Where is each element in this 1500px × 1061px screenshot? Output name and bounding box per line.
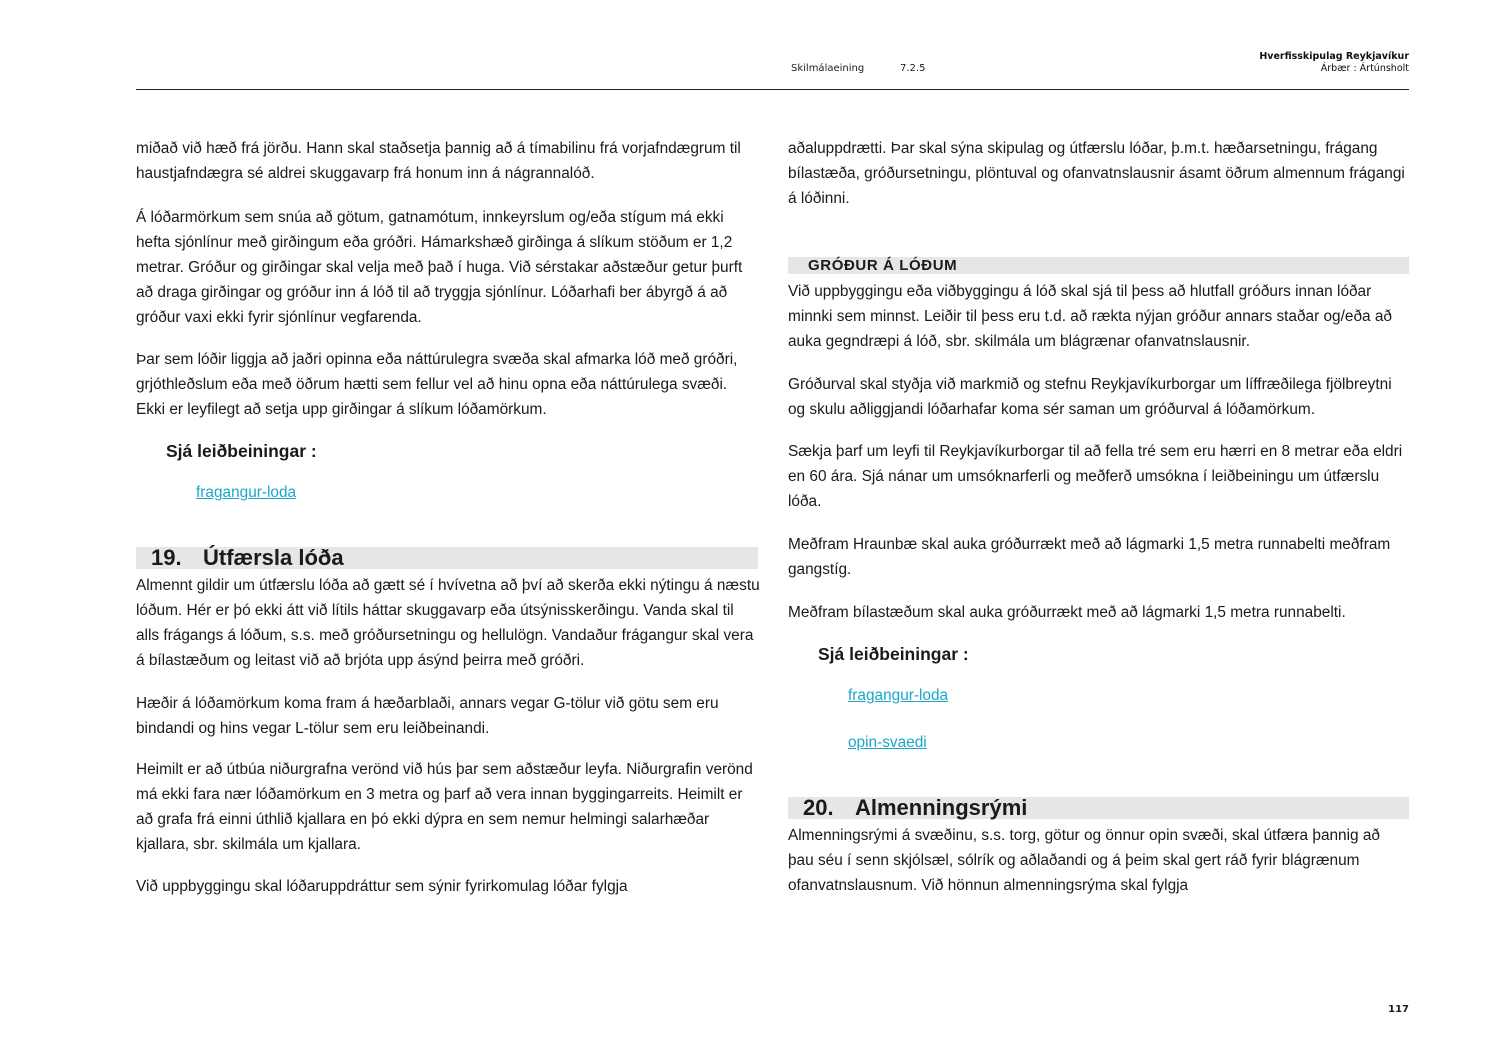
header-section-number: 7.2.5 [900, 63, 926, 74]
paragraph: aðaluppdrætti. Þar skal sýna skipulag og útfærslu lóðar, þ.m.t. hæðarsetningu, frágang bílastæða, gróðursetningu, plöntuval og ofanvatnslausnir ásamt öðrum almennum frágangi á lóðinni. [788, 140, 1405, 207]
section-heading-19 [136, 547, 758, 569]
header-subtitle: Árbær : Ártúnsholt [1320, 63, 1409, 74]
link-opin-svaedi[interactable]: opin-svaedi [848, 734, 927, 751]
paragraph: Sækja þarf um leyfi til Reykjavíkurborgar til að fella tré sem eru hærri en 8 metrar eða eldri en 60 ára. Sjá nánar um umsóknarferli og meðferð umsókna í leiðbeiningu um útfærslu lóða. [788, 443, 1403, 510]
page-number: 117 [1388, 1004, 1409, 1015]
link-fragangur-loda[interactable]: fragangur-loda [848, 687, 949, 704]
paragraph: Þar sem lóðir liggja að jaðri opinna eða náttúrulegra svæða skal afmarka lóð með gróðri, grjóthleðslum eða með öðrum hætti sem fellur vel að hinu opna eða náttúrulega svæði. Ekki er leyfilegt að setja upp girðingar á slíkum lóðamörkum. [136, 351, 738, 418]
paragraph: Meðfram Hraunbæ skal auka gróðurrækt með að lágmarki 1,5 metra runnabelti meðfram gangstíg. [788, 536, 1391, 578]
header-document-title [1259, 51, 1409, 75]
paragraph: Almennt gildir um útfærslu lóða að gætt sé í hvívetna að því að skerða ekki nýtingu á næstu lóðum. Hér er þó ekki átt við lítils háttar skuggavarp eða útsýnisskerðingu. Vanda skal til alls frágangs á lóðum, s.s. með gróðursetningu og hellulögn. Vandaður frágangur skal vera á bílastæðum og leitast við að brjóta upp ásýnd þeirra með gróðri. [136, 577, 760, 669]
paragraph: Við uppbyggingu eða viðbyggingu á lóð skal sjá til þess að hlutfall gróðurs innan lóðar minnki sem minnst. Leiðir til þess eru t.d. að rækta nýjan gróður annars staðar og/eða að auka gegndræpi á lóð, sbr. skilmála um blágrænar ofanvatnslausnir. [788, 283, 1392, 350]
header-section-label: Skilmálaeining [791, 63, 865, 74]
section-title: Almenningsrými [855, 795, 1028, 820]
paragraph: miðað við hæð frá jörðu. Hann skal staðsetja þannig að á tímabilinu frá vorjafndægrum til haustjafndægra sé aldrei skuggavarp frá honum inn á nágrannalóð. [136, 140, 741, 182]
left-column [136, 136, 760, 899]
right-column [788, 136, 1409, 898]
paragraph: Gróðurval skal styðja við markmið og stefnu Reykjavíkurborgar um líffræðilega fjölbreytni og skulu aðliggjandi lóðarhafar koma sér saman um gróðurval á lóðamörkum. [788, 376, 1392, 418]
see-guidelines-heading: Sjá leiðbeiningar : [818, 644, 969, 664]
section-number: 20. [803, 795, 834, 820]
paragraph: Hæðir á lóðamörkum koma fram á hæðarblaði, annars vegar G-tölur við götu sem eru bindandi og hins vegar L-tölur sem eru leiðbeinandi. [136, 695, 719, 737]
paragraph: Almenningsrými á svæðinu, s.s. torg, götur og önnur opin svæði, skal útfæra þannig að þau séu í senn skjólsæl, sólrík og aðlaðandi og á þeim skal gert ráð fyrir blágrænum ofanvatnslausnum. Við hönnun almenningsrýma skal fylgja [788, 827, 1380, 894]
paragraph: Meðfram bílastæðum skal auka gróðurrækt með að lágmarki 1,5 metra runnabelti. [788, 604, 1346, 621]
section-title: Útfærsla lóða [203, 545, 344, 570]
link-fragangur-loda[interactable]: fragangur-loda [196, 484, 297, 501]
section-heading-20 [788, 797, 1409, 819]
see-guidelines-heading: Sjá leiðbeiningar : [166, 441, 317, 461]
section-number: 19. [151, 545, 182, 570]
paragraph: Á lóðarmörkum sem snúa að götum, gatnamótum, innkeyrslum og/eða stígum má ekki hefta sjónlínur með girðingum eða gróðri. Hámarkshæð girðinga á slíkum stöðum er 1,2 metrar. Gróður og girðingar skal velja með það í huga. Við sérstakar aðstæður getur þurft að draga girðingar og gróður inn á lóð til að tryggja sjónlínur. Lóðarhafi ber ábyrgð á að gróður vaxi ekki fyrir sjónlínur vegfarenda. [136, 209, 743, 326]
paragraph: Við uppbyggingu skal lóðaruppdráttur sem sýnir fyrirkomulag lóðar fylgja [136, 878, 628, 895]
subheading-grodur: GRÓÐUR Á LÓÐUM [788, 257, 1409, 274]
header-divider [136, 89, 1409, 90]
header-title: Hverfisskipulag Reykjavíkur [1259, 51, 1409, 62]
paragraph: Heimilt er að útbúa niðurgrafna verönd við hús þar sem aðstæður leyfa. Niðurgrafin verönd má ekki fara nær lóðamörkum en 3 metra og þarf að vera innan byggingarreits. Heimilt er að grafa frá einni úthlið kjallara en þó ekki dýpra en sem nemur helmingi salarhæðar kjallara, sbr. skilmála um kjallara. [136, 761, 753, 853]
